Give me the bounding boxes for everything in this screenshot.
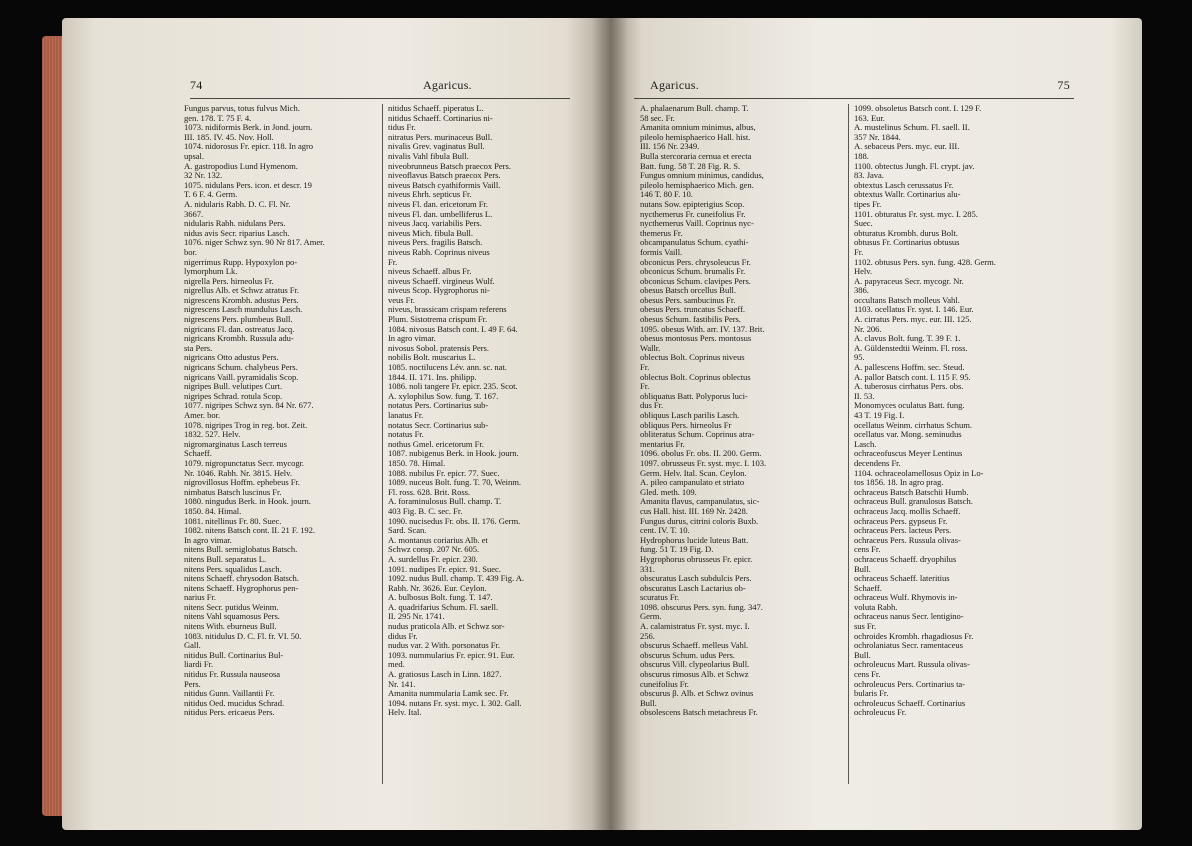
entry-line: nigerrimus Rupp. Hypoxylon po- <box>184 257 298 267</box>
entry-line: cus Hall. hist. III. 169 Nr. 2428. <box>640 506 748 516</box>
entry-line: Lasch. <box>854 439 877 449</box>
entry-line: T. 6 F. 4. Germ. <box>184 190 238 200</box>
entry-line: 83. Java. <box>854 171 884 181</box>
entry-line: nitens Schaeff. chrysodon Batsch. <box>184 574 299 584</box>
entry-line: niveus Schaeff. virgineus Wulf. <box>388 276 495 286</box>
entry-line: notatus Secr. Cortinarius sub- <box>388 420 489 430</box>
entry-line: niveus Rabh. Coprinus niveus <box>388 247 490 257</box>
entry-line: nitidus Fr. Russula nauseosa <box>184 670 280 680</box>
entry-line: nigrescens Pers. plumbeus Bull. <box>184 315 293 325</box>
entry-line: 1086. noli tangere Fr. epicr. 235. Scot. <box>388 382 518 392</box>
entry-line: formis Vaill. <box>640 247 683 257</box>
entry-line: lymorphum Lk. <box>184 267 238 277</box>
entry-line: 1090. nucisedus Fr. obs. II. 176. Germ. <box>388 516 521 526</box>
entry-line: nigricans Schum. chalybeus Pers. <box>184 363 298 373</box>
entry-line: med. <box>388 660 405 670</box>
entry-line: A. calamistratus Fr. syst. myc. I. <box>640 622 750 632</box>
entry-line: 1850. 78. Himal. <box>388 458 446 468</box>
entry-line: obconicus Schum. clavipes Pers. <box>640 276 751 286</box>
entry-line: nigromarginatus Lasch terreus <box>184 439 287 449</box>
entry-line: A. phalaenarum Bull. champ. T. <box>640 104 749 113</box>
entry-line: obliquatus Batt. Polyporus luci- <box>640 391 748 401</box>
entry-line: niveus Fl. dan. ericetorum Fr. <box>388 199 488 209</box>
left-column-divider <box>382 104 383 784</box>
entry-line: Hygrophorus obrusseus Fr. epicr. <box>640 554 753 564</box>
entry-line: nigricans Otto adustus Pers. <box>184 353 279 363</box>
entry-line: Amanita nummularia Lamk sec. Fr. <box>388 689 509 699</box>
entry-line: ochraceus Wulf. Rhymovis in- <box>854 593 958 603</box>
entry-line: nudus praticola Alb. et Schwz sor- <box>388 622 505 632</box>
entry-line: voluta Rabh. <box>854 602 898 612</box>
entry-line: A. pallor Batsch cont. I. 115 F. 95. <box>854 372 971 382</box>
entry-line: Batt. fung. 58 T. 28 Fig. R. S. <box>640 161 741 171</box>
right-column-1 <box>640 104 842 718</box>
entry-line: nivalis Grev. vaginatus Bull. <box>388 142 485 152</box>
entry-line: nivalis Vahl fibula Bull. <box>388 151 469 161</box>
entry-line: 3667. <box>184 209 204 219</box>
entry-line: nigripes Schrad. rotula Scop. <box>184 391 283 401</box>
entry-line: nigrella Pers. hirneolus Fr. <box>184 276 274 286</box>
entry-line: nigrescens Krombh. adustus Pers. <box>184 295 299 305</box>
entry-line: Plum. Sistotrema crispum Fr. <box>388 315 488 325</box>
entry-line: obconicus Schum. brumalis Fr. <box>640 267 746 277</box>
entry-line: ocellatus var. Mong. seminudus <box>854 430 962 440</box>
entry-line: III. 156 Nr. 2349. <box>640 142 700 152</box>
entry-line: nitidus Oed. mucidus Schrad. <box>184 698 285 708</box>
entry-line: obesus Pers. sambucinus Fr. <box>640 295 736 305</box>
entry-line: themerus Fr. <box>640 228 683 238</box>
entry-line: niveoflavus Batsch praecox Pers. <box>388 171 501 181</box>
entry-line: ochraceus Schaeff. dryophilus <box>854 554 957 564</box>
entry-line: bularis Fr. <box>854 689 889 699</box>
entry-line: obscurus β. Alb. et Schwz ovinus <box>640 689 754 699</box>
entry-line: niveus Schaeff. albus Fr. <box>388 267 472 277</box>
entry-line: nothus Gmel. ericetorum Fr. <box>388 439 484 449</box>
entry-line: narius Fr. <box>184 593 216 603</box>
entry-line: Bull. <box>854 564 871 574</box>
entry-line: 1091. nudipes Fr. epicr. 91. Suec. <box>388 564 501 574</box>
entry-line: 1844. II. 171. Ins. philipp. <box>388 372 477 382</box>
entry-line: III. 185. IV. 45. Nov. Holl. <box>184 132 274 142</box>
entry-line: nycthemerus Fr. cuneifolius Fr. <box>640 209 746 219</box>
right-head-rule <box>634 98 1074 99</box>
entry-line: nudus var. 2 With. porsonatus Fr. <box>388 641 500 651</box>
entry-line: nitens Bull. semiglobatus Batsch. <box>184 545 298 555</box>
entry-line: 1096. obolus Fr. obs. II. 200. Germ. <box>640 449 762 459</box>
entry-line: nivosus Sobol. pratensis Pers. <box>388 343 489 353</box>
entry-line: Nr. 141. <box>388 679 416 689</box>
entry-line: A. mustelinus Schum. Fl. saell. II. <box>854 123 970 133</box>
entry-line: Wallr. <box>640 343 661 353</box>
entry-line: Fl. ross. 628. Brit. Ross. <box>388 487 471 497</box>
entry-line: Fungus omnium minimus, candidus, <box>640 171 764 181</box>
entry-line: sus Fr. <box>854 622 877 632</box>
entry-line: nigrovillosus Hoffm. ephebeus Fr. <box>184 478 300 488</box>
entry-line: Suec. <box>854 219 873 229</box>
entry-line: niveus Fl. dan. umbelliferus L. <box>388 209 493 219</box>
entry-line: obscurus Schaeff. melleus Vahl. <box>640 641 749 651</box>
entry-line: pileolo hemisphaerico Hall. hist. <box>640 132 751 142</box>
entry-line: obtusus Fr. Cortinarius obtusus <box>854 238 960 248</box>
entry-line: 357 Nr. 1844. <box>854 132 901 142</box>
entry-line: niveus Pers. fragilis Batsch. <box>388 238 483 248</box>
entry-line: obscuratus Lasch subdulcis Pers. <box>640 574 752 584</box>
entry-line: In agro vimar. <box>388 334 436 344</box>
entry-line: Bull. <box>854 650 871 660</box>
entry-line: nimbatus Batsch luscinus Fr. <box>184 487 282 497</box>
entry-line: scuratus Fr. <box>640 593 680 603</box>
entry-line: veus Fr. <box>388 295 415 305</box>
entry-line: mentarius Fr. <box>640 439 685 449</box>
entry-line: obturatus Krombh. durus Bolt. <box>854 228 958 238</box>
entry-line: nitidus Schaeff. Cortinarius ni- <box>388 113 493 123</box>
entry-line: Germ. Helv. Ital. Scan. Ceylon. <box>640 468 747 478</box>
entry-line: A. gratiosus Lasch in Linn. 1827. <box>388 670 502 680</box>
entry-line: nitens Schaeff. Hygrophorus pen- <box>184 583 299 593</box>
entry-line: nitidus Schaeff. piperatus L. <box>388 104 484 113</box>
entry-line: nitidus Pers. ericaeus Pers. <box>184 708 275 718</box>
right-running-head <box>650 78 1070 93</box>
entry-line: 1087. nubigenus Berk. in Hook. journ. <box>388 449 519 459</box>
entry-line: occultans Batsch molleus Vahl. <box>854 295 960 305</box>
entry-line: 256. <box>640 631 655 641</box>
entry-line: 1080. ningudus Berk. in Hook. journ. <box>184 497 311 507</box>
entry-line: 43 T. 19 Fig. I. <box>854 411 905 420</box>
entry-line: 1095. obesus With. arr. IV. 137. Brit. <box>640 324 765 334</box>
entry-line: nigripes Bull. velutipes Curt. <box>184 382 283 392</box>
right-running-title: Agaricus. <box>650 78 700 92</box>
entry-line: 1085. noctilucens Lév. ann. sc. nat. <box>388 363 507 373</box>
entry-line: 1082. nitens Batsch cont. II. 21 F. 192. <box>184 526 315 536</box>
entry-line: niveus Mich. fibula Bull. <box>388 228 473 238</box>
entry-line: ochraceus Batsch Batschii Humb. <box>854 487 969 497</box>
entry-line: A. sebaceus Pers. myc. eur. III. <box>854 142 960 152</box>
entry-line: notatus Pers. Cortinarius sub- <box>388 401 489 411</box>
right-column-divider <box>848 104 849 784</box>
entry-line: cuneifolius Fr. <box>640 679 689 689</box>
entry-line: 1073. nidiformis Berk. in Jond. journ. <box>184 123 313 133</box>
entry-line: ochraceus Pers. Russula olivas- <box>854 535 961 545</box>
entry-line: 403 Fig. B. C. sec. Fr. <box>388 506 463 516</box>
entry-line: ochraceus nanus Secr. lentigino- <box>854 612 964 622</box>
entry-line: Sard. Scan. <box>388 526 427 536</box>
entry-line: obliquus Lasch parilis Lasch. <box>640 411 740 420</box>
entry-line: Schaeff. <box>854 583 882 593</box>
entry-line: A. gastropodius Lund Hymenom. <box>184 161 298 171</box>
entry-line: obconicus Pers. chrysoleucus Fr. <box>640 257 751 267</box>
entry-line: Fr. <box>854 247 864 257</box>
entry-line: Amanita omnium minimus, albus, <box>640 123 756 133</box>
entry-line: Nr. 206. <box>854 324 882 334</box>
entry-line: pileolo hemisphaerico Mich. gen. <box>640 180 754 190</box>
entry-line: niveus Scop. Hygrophorus ni- <box>388 286 490 296</box>
entry-line: nigricans Fl. dan. ostreatus Jacq. <box>184 324 295 334</box>
entry-line: obliquus Pers. hirneolus Fr <box>640 420 732 430</box>
entry-line: 1077. nigripes Schwz syn. 84 Nr. 677. <box>184 401 314 411</box>
entry-line: A. papyraceus Secr. mycogr. Nr. <box>854 276 964 286</box>
entry-line: nitens Pers. squalidus Lasch. <box>184 564 282 574</box>
entry-line: ochroides Krombh. rhagadiosus Fr. <box>854 631 974 641</box>
entry-line: niveobrunneus Batsch praecox Pers. <box>388 161 511 171</box>
left-head-rule <box>190 98 570 99</box>
entry-line: Amanita flavus, campanulatus, sic- <box>640 497 760 507</box>
entry-line: niveus Jacq. variabilis Pers. <box>388 219 482 229</box>
entry-line: liardi Fr. <box>184 660 214 670</box>
entry-line: Hydrophorus lucide luteus Batt. <box>640 535 749 545</box>
entry-line: bor. <box>184 247 197 257</box>
entry-line: tos 1856. 18. In agro prag. <box>854 478 944 488</box>
entry-line: niveus, brassicam crispam referens <box>388 305 507 315</box>
right-column-2 <box>854 104 1074 718</box>
entry-line: 1101. obturatus Fr. syst. myc. I. 285. <box>854 209 978 219</box>
entry-line: ochroleucus Pers. Cortinarius ta- <box>854 679 965 689</box>
entry-line: nitidus Gunn. Vaillantii Fr. <box>184 689 275 699</box>
entry-line: 1088. nubilus Fr. epicr. 77. Suec. <box>388 468 500 478</box>
entry-line: fung. 51 T. 19 Fig. D. <box>640 545 714 555</box>
entry-line: 1850. 84. Himal. <box>184 506 242 516</box>
entry-line: 1081. nitellinus Fr. 80. Suec. <box>184 516 282 526</box>
right-page <box>610 18 1142 830</box>
entry-line: A. clavus Bolt. fung. T. 39 F. 1. <box>854 334 961 344</box>
entry-line: A. pallescens Hoffm. sec. Steud. <box>854 363 965 373</box>
entry-line: 1097. obrusseus Fr. syst. myc. I. 103. <box>640 458 767 468</box>
entry-line: Pers. <box>184 679 201 689</box>
entry-line: Fungus parvus, totus fulvus Mich. <box>184 104 300 113</box>
entry-line: Fr. <box>640 363 650 373</box>
left-running-title: Agaricus. <box>422 78 472 92</box>
entry-line: Schwz consp. 207 Nr. 605. <box>388 545 480 555</box>
entry-line: ochraceus Schaeff. lateritius <box>854 574 950 584</box>
entry-line: obesus Pers. truncatus Schaeff. <box>640 305 745 315</box>
entry-line: 188. <box>854 151 869 161</box>
entry-line: ochroleucus Schaeff. Cortinarius <box>854 698 966 708</box>
entry-line: Gall. <box>184 641 201 651</box>
left-running-head <box>190 78 472 93</box>
entry-line: obesus montosus Pers. montosus <box>640 334 752 344</box>
entry-line: 1099. obsoletus Batsch cont. I. 129 F. <box>854 104 982 113</box>
entry-line: nidularis Rabh. nidulans Pers. <box>184 219 286 229</box>
entry-line: obscurus Vill. clypeolarius Bull. <box>640 660 750 670</box>
entry-line: nutans Sow. epipterigius Scop. <box>640 199 745 209</box>
entry-line: Fr. <box>640 382 650 392</box>
entry-line: 1075. nidulans Pers. icon. et descr. 19 <box>184 180 312 190</box>
entry-line: didus Fr. <box>388 631 418 641</box>
entry-line: decendens Fr. <box>854 458 901 468</box>
entry-line: Fungus durus, citrini coloris Buxb. <box>640 516 759 526</box>
entry-line: tipes Fr. <box>854 199 882 209</box>
entry-line: ochrolaniatus Secr. ramentaceus <box>854 641 963 651</box>
entry-line: nigrellus Alb. et Schwz atratus Fr. <box>184 286 299 296</box>
entry-line: 1078. nigripes Trog in reg. bot. Zeit. <box>184 420 308 430</box>
entry-line: II. 295 Nr. 1741. <box>388 612 445 622</box>
entry-line: Gled. meth. 109. <box>640 487 697 497</box>
entry-line: A. pileo campanulato et striato <box>640 478 745 488</box>
entry-line: Germ. <box>640 612 662 622</box>
entry-line: A. foraminulosus Bull. champ. T. <box>388 497 502 507</box>
entry-line: obscuratus Lasch Lactarius ob- <box>640 583 746 593</box>
entry-line: Amer. bor. <box>184 411 221 420</box>
entry-line: ochroleucus Mart. Russula olivas- <box>854 660 970 670</box>
left-page-number: 74 <box>190 78 203 92</box>
entry-line: nitratus Pers. murinaceus Bull. <box>388 132 493 142</box>
entry-line: 32 Nr. 132. <box>184 171 223 181</box>
entry-line: 1102. obtusus Pers. syn. fung. 428. Germ. <box>854 257 996 267</box>
entry-line: 1092. nudus Bull. champ. T. 439 Fig. A. <box>388 574 524 584</box>
entry-line: A. montanus coriarius Alb. et <box>388 535 488 545</box>
entry-line: 1100. obtectus Jungh. Fl. crypt. jav. <box>854 161 975 171</box>
entry-line: ochraceus Jacq. mollis Schaeff. <box>854 506 961 516</box>
entry-line: nigricans Vaill. pyramidalis Scop. <box>184 372 299 382</box>
entry-line: nigricans Krombh. Russula adu- <box>184 334 294 344</box>
entry-line: 1832. 527. Helv. <box>184 430 241 440</box>
right-page-number: 75 <box>1057 78 1070 92</box>
entry-line: cens Fr. <box>854 670 881 680</box>
entry-line: Helv. Ital. <box>388 708 422 718</box>
entry-line: 146 T. 80 F. 10. <box>640 190 693 200</box>
entry-line: nitens Vahl squamosus Pers. <box>184 612 280 622</box>
entry-line: 1083. nitidulus D. C. Fl. fr. VI. 50. <box>184 631 302 641</box>
entry-line: nitens Secr. putidus Weinm. <box>184 602 279 612</box>
entry-line: obsolescens Batsch metachreus Fr. <box>640 708 758 718</box>
entry-line: A. nidularis Rabh. D. C. Fl. Nr. <box>184 199 291 209</box>
entry-line: Rabh. Nr. 3626. Eur. Ceylon. <box>388 583 487 593</box>
entry-line: 1103. ocellatus Fr. syst. I. 146. Eur. <box>854 305 974 315</box>
left-page <box>62 18 610 830</box>
entry-line: niveus Batsch cyathiformis Vaill. <box>388 180 501 190</box>
entry-line: niveus Ehrh. septicus Fr. <box>388 190 472 200</box>
entry-line: A. xylophilus Sow. fung. T. 167. <box>388 391 499 401</box>
entry-line: 1104. ochraceolamellosus Opiz in Lo- <box>854 468 984 478</box>
entry-line: ochroleucus Fr. <box>854 708 907 718</box>
entry-line: ochraceofuscus Meyer Lentinus <box>854 449 963 459</box>
entry-line: 331. <box>640 564 655 574</box>
entry-line: sta Pers. <box>184 343 213 353</box>
entry-line: gen. 178. T. 75 F. 4. <box>184 113 252 123</box>
entry-line: nitidus Bull. Cortinarius Bul- <box>184 650 284 660</box>
entry-line: Fr. <box>388 257 398 267</box>
entry-line: 386. <box>854 286 869 296</box>
entry-line: obtextus Wallr. Cortinarius alu- <box>854 190 961 200</box>
entry-line: obesus Batsch orcellus Bull. <box>640 286 736 296</box>
entry-line: oblectus Bolt. Coprinus oblectus <box>640 372 751 382</box>
entry-line: A. cirratus Pers. myc. eur. III. 125. <box>854 315 972 325</box>
entry-line: 1074. nidorosus Fr. epicr. 118. In agro <box>184 142 314 152</box>
entry-line: obesus Schum. fastibilis Pers. <box>640 315 741 325</box>
entry-line: 1093. nummularius Fr. epicr. 91. Eur. <box>388 650 515 660</box>
entry-line: ochraceus Pers. lacteus Pers. <box>854 526 952 536</box>
entry-line: dus Fr. <box>640 401 664 411</box>
entry-line: cens Fr. <box>854 545 881 555</box>
entry-line: Bull. <box>640 698 657 708</box>
entry-line: ocellatus Weinm. cirrhatus Schum. <box>854 420 973 430</box>
entry-line: ochraceus Bull. granulosus Batsch. <box>854 497 973 507</box>
entry-line: 1094. nutans Fr. syst. myc. I. 302. Gall. <box>388 698 522 708</box>
entry-line: 163. Eur. <box>854 113 885 123</box>
entry-line: 1089. nuceus Bolt. fung. T. 70, Weinm. <box>388 478 521 488</box>
entry-line: obscurus rimosus Alb. et Schwz <box>640 670 749 680</box>
entry-line: nigrescens Lasch mundulus Lasch. <box>184 305 303 315</box>
entry-line: nycthemerus Vaill. Coprinus nyc- <box>640 219 754 229</box>
entry-line: A. tuberosus cirrhatus Pers. obs. <box>854 382 964 392</box>
entry-line: 95. <box>854 353 865 363</box>
entry-line: nitens With. eburneus Bull. <box>184 622 277 632</box>
entry-line: obtextus Lasch cerussatus Fr. <box>854 180 954 190</box>
entry-line: lanatus Fr. <box>388 411 424 420</box>
entry-line: upsal. <box>184 151 204 161</box>
left-column-1 <box>184 104 374 718</box>
entry-line: obcampanulatus Schum. cyathi- <box>640 238 749 248</box>
entry-line: Nr. 1046. Rabh. Nr. 3815. Helv. <box>184 468 292 478</box>
entry-line: oblectus Bolt. Coprinus niveus <box>640 353 745 363</box>
entry-line: A. quadrifarius Schum. Fl. saell. <box>388 602 499 612</box>
entry-line: nitens Bull. separatus L. <box>184 554 267 564</box>
entry-line: A. Güldenstedtii Weinm. Fl. ross. <box>854 343 968 353</box>
entry-line: II. 53. <box>854 391 875 401</box>
entry-line: 1076. niger Schwz syn. 90 Nr 817. Amer. <box>184 238 325 248</box>
entry-line: cent. IV. T. 10. <box>640 526 690 536</box>
entry-line: obliteratus Schum. Coprinus atra- <box>640 430 755 440</box>
entry-line: In agro vimar. <box>184 535 232 545</box>
entry-line: 1079. nigropunctatus Secr. mycogr. <box>184 458 305 468</box>
entry-line: notatus Fr. <box>388 430 424 440</box>
open-book <box>62 18 1142 830</box>
entry-line: obscurus Schum. udus Pers. <box>640 650 735 660</box>
entry-line: 1098. obscurus Pers. syn. fung. 347. <box>640 602 763 612</box>
entry-line: Monomyces oculatus Batt. fung. <box>854 401 965 411</box>
entry-line: 58 sec. Fr. <box>640 113 675 123</box>
entry-line: A. surdellus Fr. epicr. 230. <box>388 554 478 564</box>
entry-line: Schaeff. <box>184 449 212 459</box>
entry-line: tidus Fr. <box>388 123 416 133</box>
entry-line: 1084. nivosus Batsch cont. I. 49 F. 64. <box>388 324 518 334</box>
entry-line: nidus avis Secr. riparius Lasch. <box>184 228 290 238</box>
entry-line: ochraceus Pers. gypseus Fr. <box>854 516 948 526</box>
entry-line: Helv. <box>854 267 873 277</box>
entry-line: Bulla stercoraria cernua et erecta <box>640 151 752 161</box>
left-column-2 <box>388 104 578 718</box>
entry-line: A. bulbosus Bolt. fung. T. 147. <box>388 593 493 603</box>
entry-line: nobilis Bolt. muscarius L. <box>388 353 476 363</box>
